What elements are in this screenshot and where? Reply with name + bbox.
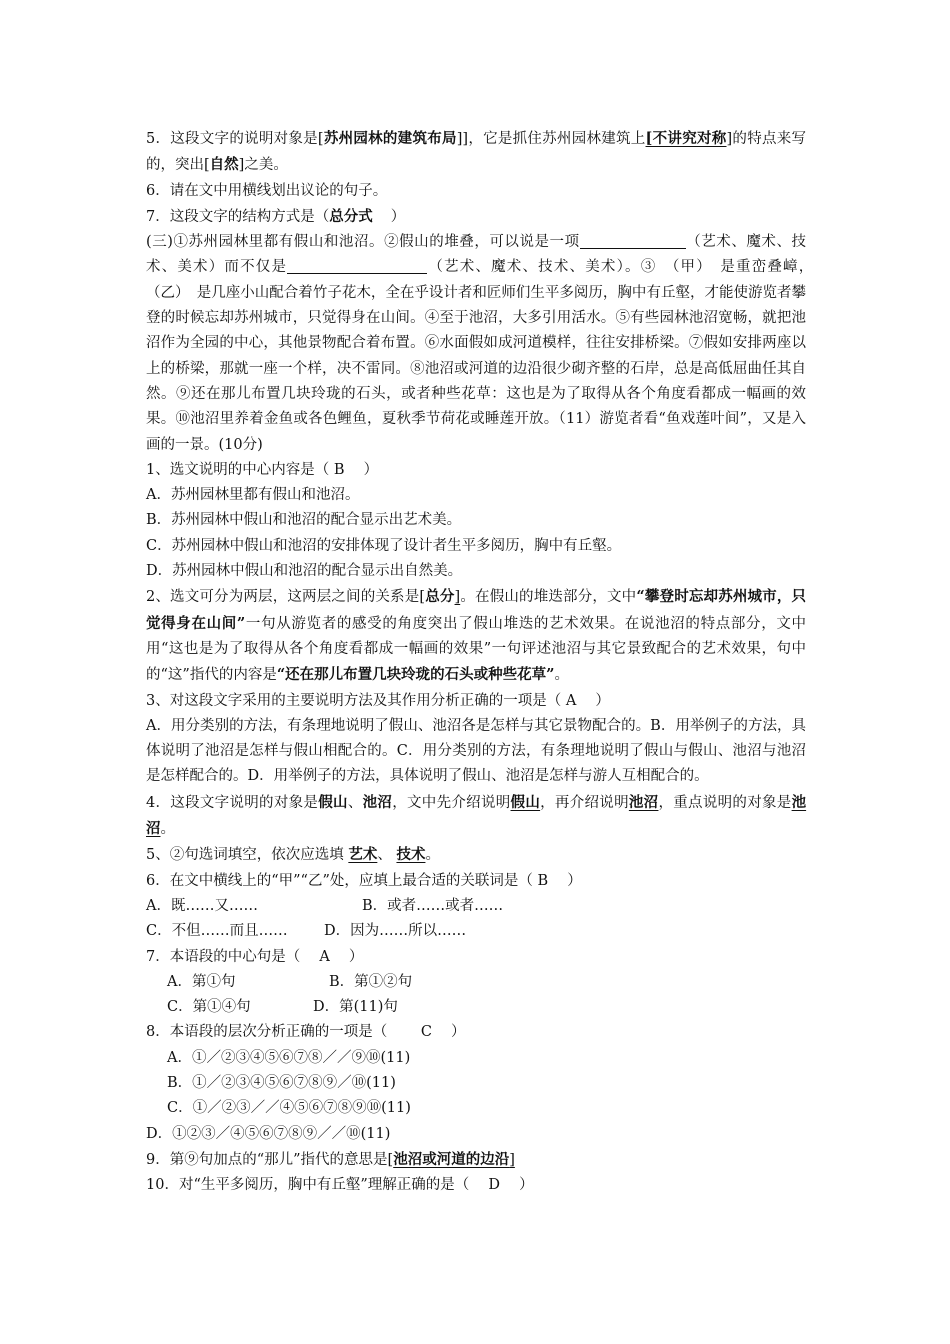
q7b-options-row1: A．第①句 B．第①②句 bbox=[167, 973, 413, 990]
q1-option-c: C．苏州园林中假山和池沼的安排体现了设计者生平多阅历，胸中有丘壑。 bbox=[146, 537, 622, 554]
q8-option-c: C．①／②③／／④⑤⑥⑦⑧⑨⑩(11) bbox=[167, 1100, 411, 1117]
q6b-options-row1: A．既……又…… B．或者……或者…… bbox=[146, 897, 504, 914]
q7a-line: 7．这段文字的结构方式是（总分式 ） bbox=[146, 207, 406, 225]
q7b-options-row2: C．第①④句 D．第(11)句 bbox=[167, 999, 398, 1016]
answer-quote-1: “攀登时忘却苏州城市，只觉得身在山间” bbox=[146, 588, 807, 632]
q8-stem: 8．本语段的层次分析正确的一项是（ C ） bbox=[146, 1024, 466, 1041]
answer-object: 苏州园林的建筑布局 bbox=[323, 130, 457, 147]
answer-beauty: 自然 bbox=[209, 156, 239, 174]
answer-structure: 总分式 bbox=[329, 207, 373, 225]
q1-stem: 1、选文说明的中心内容是（ B ） bbox=[146, 461, 379, 478]
document-page bbox=[146, 126, 821, 1198]
answer-there: 池沼或河道的边沿 bbox=[393, 1150, 510, 1168]
fill-blank-2[interactable] bbox=[287, 257, 427, 274]
q2-paragraph: 2、选文可分为两层，这两层之间的关系是[总分]。在假山的堆迭部分，文中“攀登时忘却苏州城市，只觉得身在山间”一句从游览者的感受的角度突出了假山堆迭的艺术效果。在说池沼的特点部分，文中用“这也是为了取得从各个角度看都成一幅画的效果”一句评述池沼与其它景致配合的艺术效果，句中的“这”指代的内容是“还在那儿布置几块玲珑的石头或种些花草”。 bbox=[146, 588, 807, 684]
answer-quote-2: “还在那儿布置几块玲珑的石头或种些花草” bbox=[276, 666, 555, 684]
answer-feature: [不讲究对称 bbox=[645, 130, 727, 147]
answer-relation: 总分 bbox=[425, 588, 455, 606]
q6b-stem: 6．在文中横线上的“甲”“乙”处，应填上最合适的关联词是（ B ） bbox=[146, 872, 582, 889]
q5b-line: 5、②句选词填空，依次应选填 艺术、 技术。 bbox=[146, 846, 440, 864]
q8-option-a: A．①／②③④⑤⑥⑦⑧／／⑨⑩(11) bbox=[167, 1049, 411, 1066]
q10-stem: 10．对“生平多阅历，胸中有丘壑”理解正确的是（ D ） bbox=[146, 1177, 534, 1194]
q1-option-d: D．苏州园林中假山和池沼的配合显示出自然美。 bbox=[146, 563, 463, 580]
q8-option-d: D．①②③／④⑤⑥⑦⑧⑨／／⑩(11) bbox=[146, 1125, 391, 1142]
q7b-stem: 7．本语段的中心句是（ A ） bbox=[146, 948, 364, 965]
q1-option-b: B．苏州园林中假山和池沼的配合显示出艺术美。 bbox=[146, 512, 462, 529]
q5a-line: 5．这段文字的说明对象是[苏州园林的建筑布局]]，它是抓住苏州园林建筑上[不讲究对称]的特点来写的，突出[自然]之美。 bbox=[146, 130, 806, 174]
q9-line: 9．第⑨句加点的“那儿”指代的意思是[池沼或河道的边沿] bbox=[146, 1150, 515, 1168]
q6b-options-row2: C．不但……而且…… D．因为……所以…… bbox=[146, 923, 467, 940]
q3-options: A．用分类别的方法，有条理地说明了假山、池沼各是怎样与其它景物配合的。B．用举例子的方法，具体说明了池沼是怎样与假山相配合的。C．用分类别的方法，有条理地说明了假山与假山、池沼与池沼是怎样配合的。D．用举例子的方法，具体说明了假山、池沼是怎样与游人互相配合的。 bbox=[146, 717, 806, 785]
passage-text: (三)①苏州园林里都有假山和池沼。②假山的堆叠，可以说是一项 （艺术、魔术、技术、美术）而不仅是 （艺术、魔术、技术、美术）。③ （甲） 是重峦叠嶂， （乙） 是几座小山配合着竹子花木，全在乎设计者和匠师们生平多阅历，胸中有丘壑，才能使游览者攀登的时候忘却苏州城市，只觉得身在山间。④至于池沼，大多引用活水。⑤有些园林池沼宽畅，就把池沼作为全园的中心，其他景物配合着布置。⑥水面假如成河道模样，往往安排桥梁。⑦假如安排两座以上的桥梁，那就一座一个样，决不雷同。⑧池沼或河道的边沿很少砌齐整的石岸，总是高低屈曲任其自然。⑨还在那儿布置几块玲珑的石头，或者种些花草：这也是为了取得从各个角度看都成一幅画的效果。⑩池沼里养着金鱼或各色鲤鱼，夏秋季节荷花或睡莲开放。（11）游览者看“鱼戏莲叶间”，又是入画的一景。(10分) bbox=[146, 234, 821, 453]
q3-stem: 3、对这段文字采用的主要说明方法及其作用分析正确的一项是（ A ） bbox=[146, 692, 610, 709]
q8-option-b: B．①／②③④⑤⑥⑦⑧⑨／⑩(11) bbox=[167, 1074, 396, 1091]
fill-blank-1[interactable] bbox=[580, 232, 686, 249]
q6a-line: 6．请在文中用横线划出议论的句子。 bbox=[146, 182, 388, 199]
q1-option-a: A．苏州园林里都有假山和池沼。 bbox=[146, 487, 360, 504]
q4-line: 4．这段文字说明的对象是假山、池沼，文中先介绍说明假山，再介绍说明池沼，重点说明的对象是池沼。 bbox=[146, 793, 807, 838]
